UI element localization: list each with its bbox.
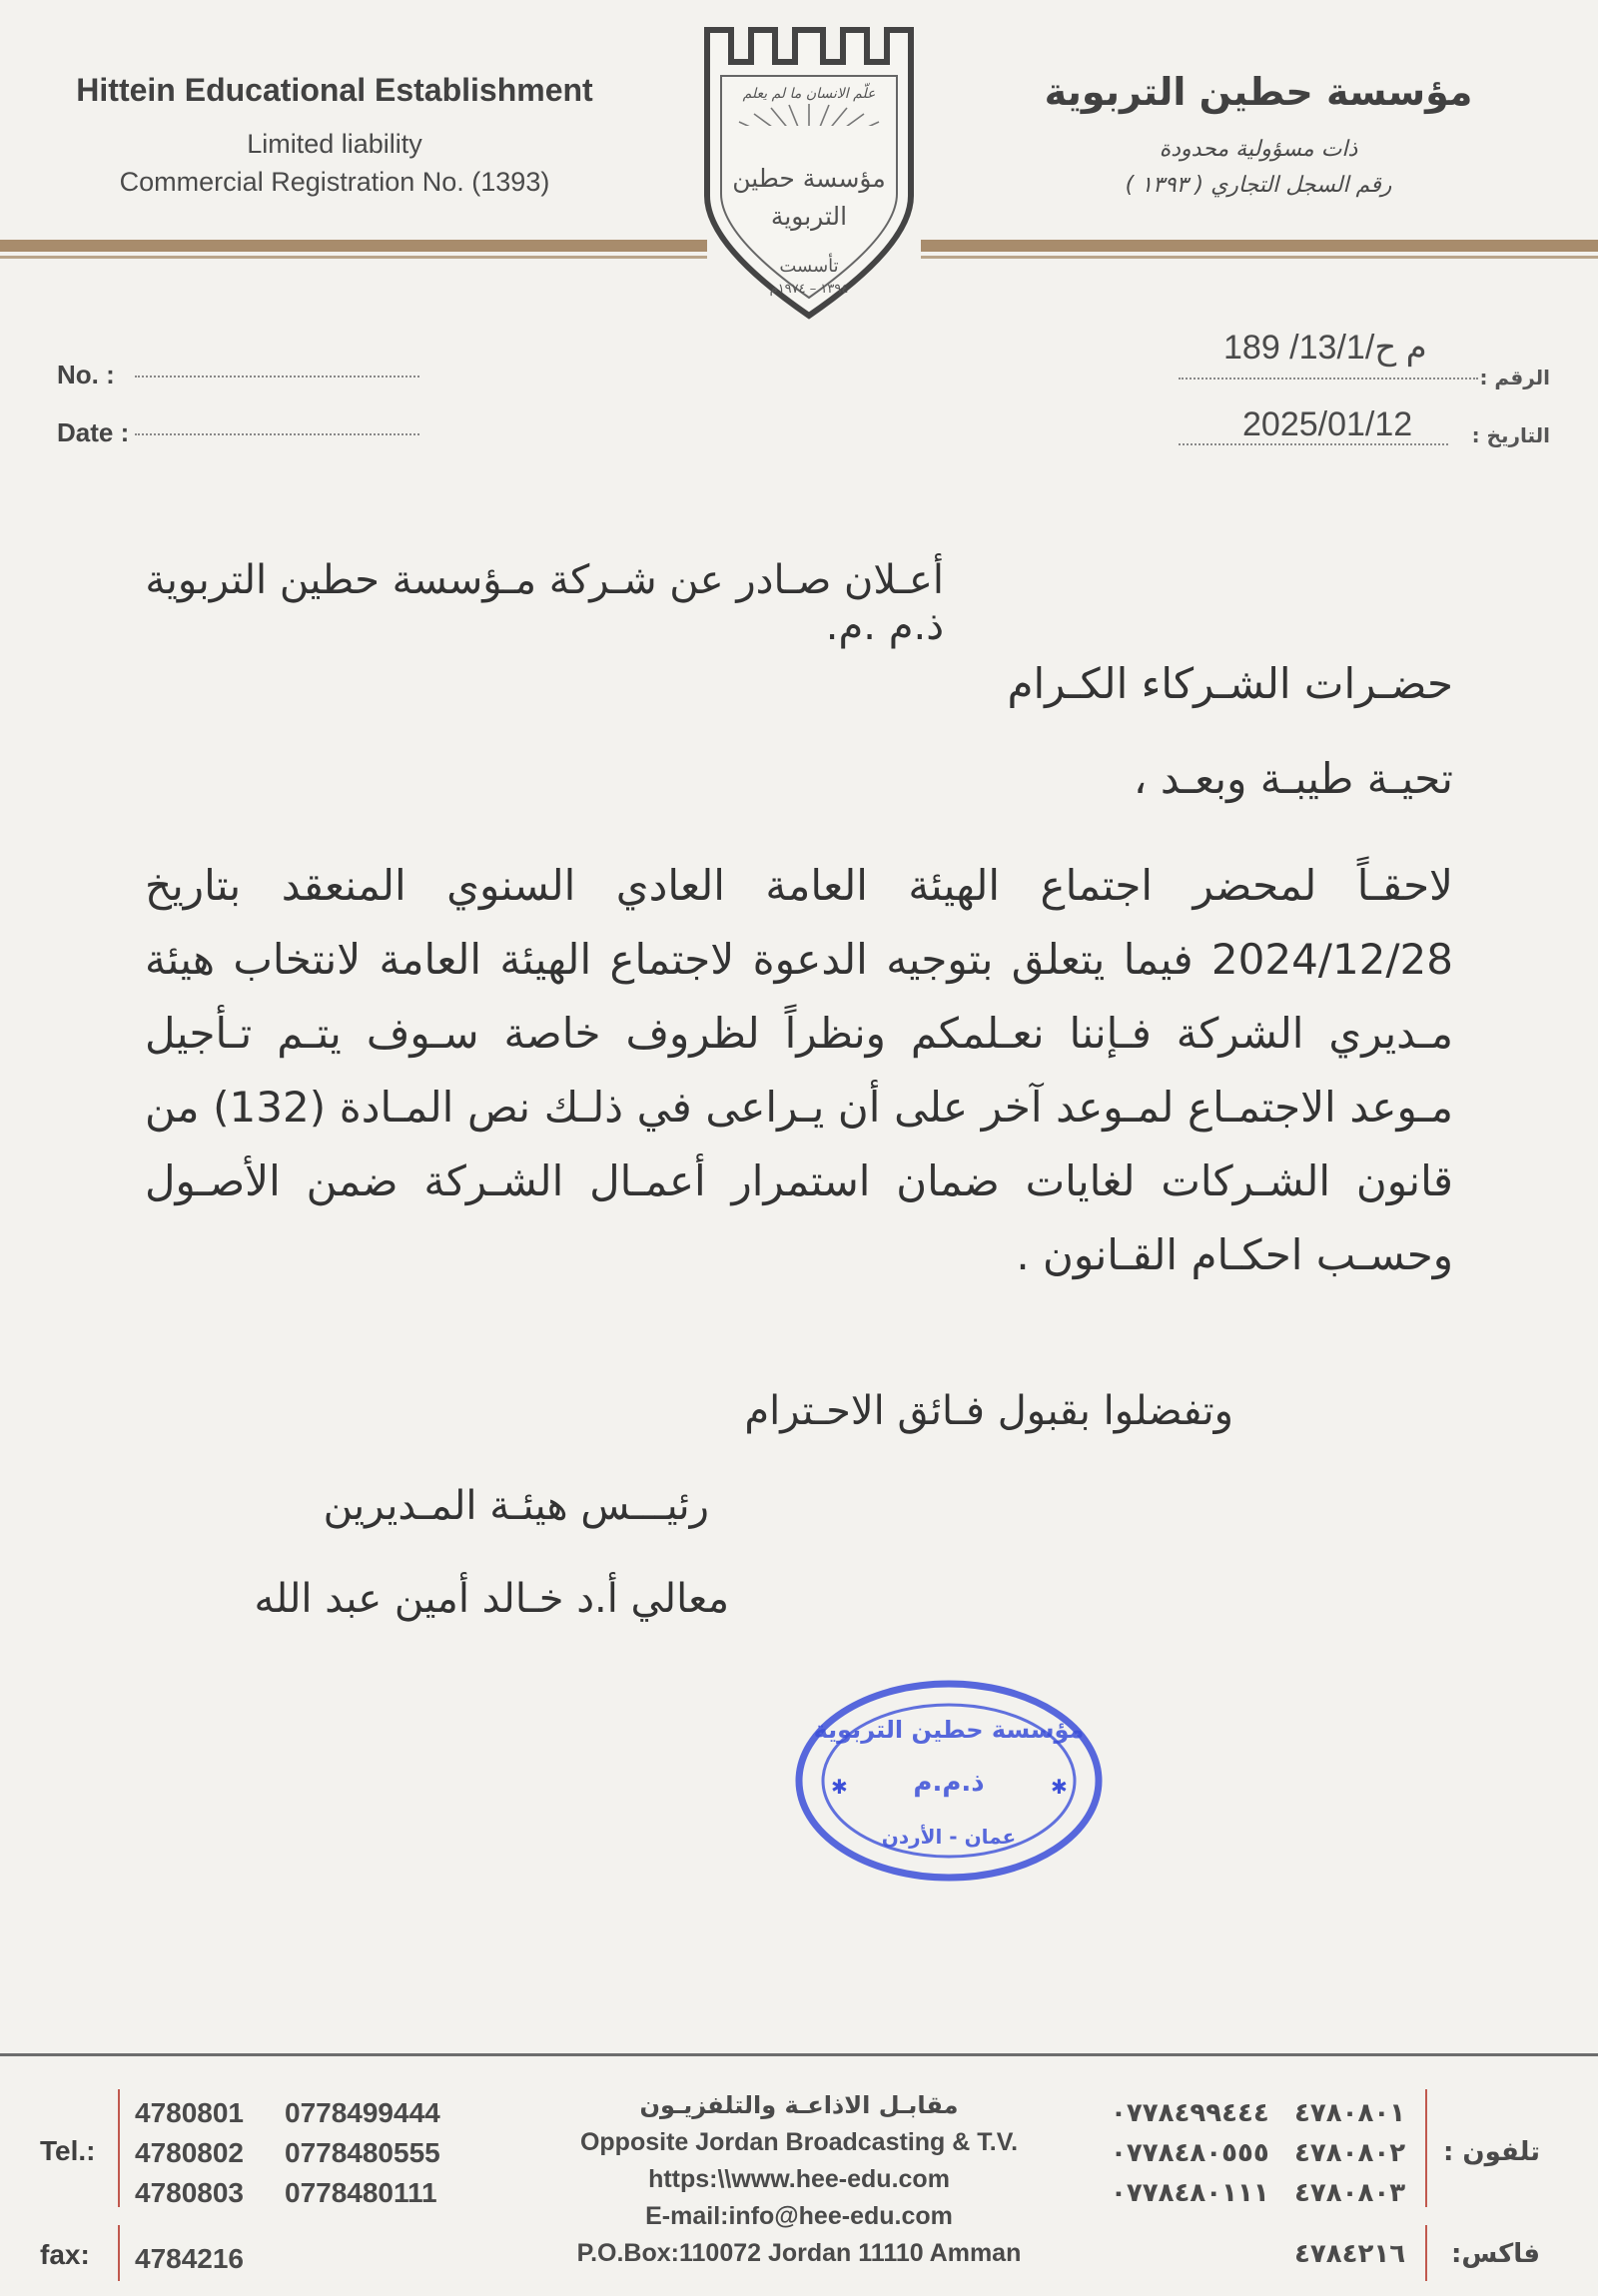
logo-established: تأسست (779, 256, 839, 277)
greeting-opening: تحيـة طيبـة وبعـد ، (1133, 754, 1453, 803)
footer-divider-left (118, 2089, 120, 2207)
footer-divider-left-fax (118, 2225, 120, 2281)
header-rule-right (921, 240, 1598, 252)
email-link[interactable]: E-mail:info@hee-edu.com (645, 2202, 953, 2230)
ar-mobile-numbers (1111, 2093, 1269, 2213)
signatory-title: رئيـــس هيئـة المـديرين (323, 1483, 709, 1529)
mobile-numbers (285, 2093, 440, 2213)
fax-label: fax: (40, 2239, 90, 2270)
body-paragraph: لاحقـاً لمحضر اجتماع الهيئة العامة العادي السنوي المنعقد بتاريخ 2024/12/28 فيما يتعلق بتوجيه الدعوة لاجتماع الهيئة العامة لانتخاب هيئة مـديري الشركة فـإننا نعـلمكم ونظراً لظروف خاصة سـوف يتـم تـأجيل مـوعد الاجتمـاع لمـوعد آخر على أن يـراعى في ذلـك نص المـادة (132) من قانون الشـركات لغايات ضمان استمرار أعمـال الشـركة ضمن الأصـول وحسـب احكـام القـانون . (145, 861, 1453, 1279)
company-liability-en: Limited liability (247, 129, 422, 159)
greeting-salutation: حضـرات الشـركاء الكـرام (1007, 659, 1453, 708)
announcement-heading: أعـلان صـادر عن شـركة مـؤسسة حطين التربوية ذ.م .م. (145, 557, 944, 649)
tel-numbers (135, 2093, 244, 2213)
date-dotted-line (135, 433, 419, 435)
footer-rule (0, 2053, 1598, 2056)
company-registration-ar: رقم السجل التجاري ( ١٣٩٣ ) (1125, 173, 1392, 198)
tel-number: 4780803 (135, 2177, 245, 2208)
ar-fax-number: ٤٧٨٤٢١٦ (1294, 2239, 1406, 2269)
no-dotted-line (135, 376, 419, 378)
company-registration-en: Commercial Registration No. (1393) (119, 167, 550, 197)
closing-line: وتفضلوا بقبول فـائق الاحـترام (744, 1388, 1233, 1434)
company-stamp (789, 1676, 1109, 1886)
tel-number: 4780801 (135, 2097, 245, 2128)
reference-date: 2025/01/12 (1242, 405, 1413, 443)
stamp-line2: ذ.م.م (913, 1768, 985, 1798)
footer-divider-right (1425, 2089, 1427, 2207)
signatory-name: معالي أ.د خـالد أمين عبد الله (254, 1576, 729, 1622)
ar-tel-numbers (1294, 2093, 1405, 2213)
address-line: Opposite Jordan Broadcasting & T.V. (579, 2128, 1019, 2156)
ar-no-dotted-line (1179, 378, 1478, 380)
mobile-number: 0778499444 (285, 2097, 440, 2128)
ar-fax-label: فاكس: (1450, 2239, 1540, 2269)
date-label: Date : (57, 417, 130, 447)
ar-mobile-number: ٠٧٧٨٤٨٠١١١ (1111, 2178, 1269, 2208)
ar-tel-number: ٤٧٨٠٨٠١ (1294, 2098, 1406, 2128)
footer-divider-right-fax (1425, 2225, 1427, 2281)
no-label: No. : (57, 360, 115, 389)
mobile-number: 0778480111 (285, 2177, 437, 2208)
company-name-en: Hittein Educational Establishment (76, 72, 593, 108)
footer-address (539, 2087, 1059, 2272)
company-name-ar: مؤسسة حطين التربوية (1044, 70, 1473, 114)
po-box: P.O.Box:110072 Jordan 11110 Amman (576, 2239, 1022, 2267)
ar-mobile-number: ٠٧٧٨٤٨٠٥٥٥ (1111, 2138, 1269, 2168)
website-link[interactable]: https:\\www.hee-edu.com (648, 2165, 950, 2193)
logo-name-line2: التربوية (770, 202, 848, 231)
logo-years: ١٣٩٤ – ١٩٧٤م (769, 282, 849, 297)
stamp-line3: عمان - الأردن (881, 1825, 1017, 1849)
ar-tel-number: ٤٧٨٠٨٠٣ (1294, 2178, 1406, 2208)
stamp-line1: مؤسسة حطين التربوية (813, 1716, 1085, 1744)
mobile-number: 0778480555 (285, 2137, 440, 2168)
header-english (40, 72, 629, 201)
company-liability-ar: ذات مسؤولية محدودة (1159, 137, 1358, 162)
header-arabic (999, 70, 1518, 204)
address-arabic: مقابـل الاذاعـة والتلفزيـون (639, 2091, 959, 2119)
header-rule-left (0, 240, 707, 252)
stamp-star-icon: ✱ (831, 1775, 848, 1799)
ar-tel-label: تلفون : (1442, 2137, 1540, 2167)
logo-motto: علّم الانسان ما لم يعلم (742, 86, 876, 102)
logo-name-line1: مؤسسة حطين (732, 164, 886, 193)
ar-tel-number: ٤٧٨٠٨٠٢ (1294, 2138, 1406, 2168)
ar-mobile-number: ٠٧٧٨٤٩٩٤٤٤ (1111, 2098, 1269, 2128)
ar-no-label: الرقم : (1479, 366, 1550, 389)
logo-name (699, 160, 919, 236)
stamp-star-icon: ✱ (1051, 1775, 1068, 1799)
ar-date-label: التاريخ : (1471, 423, 1550, 447)
fax-number: 4784216 (135, 2243, 245, 2274)
reference-number: م ح/13/1/ 189 (1223, 329, 1427, 367)
tel-number: 4780802 (135, 2137, 245, 2168)
tel-label: Tel.: (40, 2135, 96, 2166)
